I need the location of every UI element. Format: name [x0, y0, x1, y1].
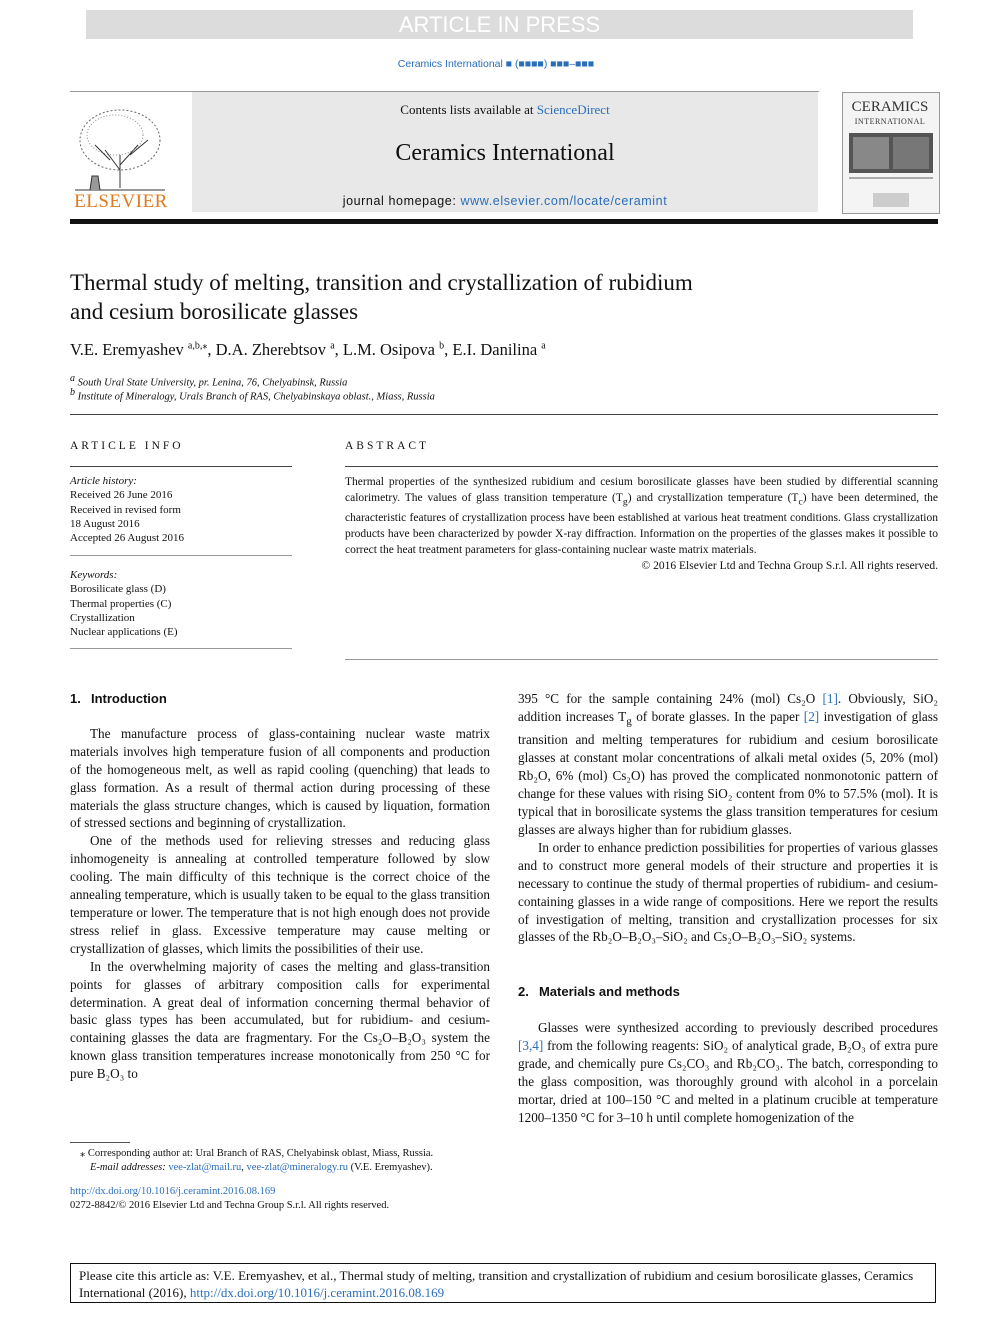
section-heading-introduction: 1. Introduction: [70, 691, 167, 706]
author-list: V.E. Eremyashev $^{a,b,⁎}$, D.A. Zherebtsov $^a$, L.M. Osipova $^b$, E.I. Danilina $^a$: [70, 340, 546, 359]
history-item: Accepted 26 August 2016: [70, 532, 184, 545]
text: of borate glasses. In the paper: [631, 708, 804, 724]
keyword-item: Borosilicate glass (D): [70, 583, 166, 596]
reference-link[interactable]: [2]: [803, 708, 820, 724]
article-history: [70, 474, 292, 545]
elsevier-wordmark: ELSEVIER: [74, 191, 168, 212]
author-name[interactable]: L.M. Osipova: [342, 340, 436, 359]
corresponding-author-note: ⁎ Corresponding author at: Ural Branch of RAS, Chelyabinsk oblast, Miass, Russia.: [80, 1148, 434, 1159]
affiliation-b: [70, 387, 435, 403]
author-name[interactable]: D.A. Zherebtsov: [215, 340, 327, 359]
history-item: Received in revised form: [70, 503, 181, 516]
article-info-heading: ARTICLE INFO: [70, 440, 184, 452]
author-name[interactable]: V.E. Eremyashev: [70, 340, 184, 359]
homepage-link[interactable]: www.elsevier.com/locate/ceramint: [460, 194, 668, 208]
abstract-rule: [345, 466, 938, 467]
cover-title: CERAMICS: [851, 99, 929, 115]
text: investigation of glass transition and melting temperatures for rubidium and cesium borosilicate glasses at constant molar concentrations of alkali metal oxides (5, 20% (mol) Rb₂O, 6% (mol) Cs₂O) has proved the complicated nonmonotonic pattern of change for these values with rising SiO₂ content from 0% to 57.5% (mol). It is typical that in borosilicate systems the glass transition temperatures for cesium glasses are always higher than for rubidium glasses.: [518, 708, 938, 837]
journal-name: Ceramics International: [395, 140, 615, 166]
email-note: E-mail addresses: vee-zlat@mail.ru, vee-zlat@mineralogy.ru (V.E. Eremyashev).: [90, 1162, 433, 1173]
citation-text: Please cite this article as: V.E. Eremyashev, et al., Thermal study of melting, transition and crystallization of rubidium and cesium borosilicate glasses, Ceramics International (2016),: [79, 1268, 914, 1300]
abstract-text: ) and crystallization temperature (T: [627, 492, 799, 504]
keyword-item: Nuclear applications (E): [70, 626, 178, 639]
abstract-body: [345, 474, 938, 574]
subscript: g: [622, 496, 628, 508]
author-name[interactable]: E.I. Danilina: [452, 340, 538, 359]
article-title: [70, 268, 890, 326]
reference-link[interactable]: [1]: [822, 691, 838, 706]
text: . Obviously, SiO₂ addition increases T: [518, 691, 938, 724]
keywords-label: Keywords:: [70, 569, 118, 581]
affiliation-text: South Ural State University, pr. Lenina, 76, Chelyabinsk, Russia: [77, 377, 348, 389]
author-affiliation-mark: b: [439, 340, 445, 352]
right-column: [518, 690, 938, 1127]
info-bottom-rule: [70, 648, 292, 649]
abstract-bottom-rule: [345, 659, 938, 660]
contents-available: [192, 102, 818, 118]
text: 395 °C for the sample containing 24% (mol) Cs₂O: [518, 691, 823, 706]
email-label: E-mail addresses:: [90, 1162, 169, 1173]
contents-prefix: Contents lists available at: [400, 102, 537, 117]
affiliation-divider: [70, 414, 938, 415]
doi-link[interactable]: http://dx.doi.org/10.1016/j.ceramint.2016.08.169: [70, 1186, 276, 1197]
keyword-item: Thermal properties (C): [70, 597, 172, 610]
citation-box: [70, 1263, 936, 1303]
email-suffix: (V.E. Eremyashev).: [347, 1162, 433, 1173]
issn-line: 0272-8842/© 2016 Elsevier Ltd and Techna Group S.r.l. All rights reserved.: [70, 1200, 390, 1211]
doi-footnote: [70, 1185, 490, 1199]
paragraph: [518, 1019, 938, 1126]
text: from the following reagents: SiO₂ of analytical grade, B₂O₃ of extra pure grade, and chemically pure Cs₂CO₃ and Rb₂CO₃. The batch, corresponding to the glass composition, was thoroughly ground with alcohol in a porcelain mortar, dried at 100–150 °C and melted in a platinum crucible at temperature 1200–1350 °C for 3–10 h until complete homogenization of the: [518, 1038, 938, 1125]
article-in-press-banner: ARTICLE IN PRESS: [86, 10, 913, 39]
affiliation-mark: a: [70, 373, 75, 384]
history-item: 18 August 2016: [70, 517, 140, 530]
abstract-copyright: © 2016 Elsevier Ltd and Techna Group S.r.l. All rights reserved.: [641, 560, 938, 573]
abstract-heading: ABSTRACT: [345, 440, 430, 452]
reference-link[interactable]: [3,4]: [518, 1038, 544, 1054]
affiliation-mark: b: [70, 387, 75, 398]
author-affiliation-mark: a: [330, 340, 335, 352]
paragraph: In the overwhelming majority of cases the melting and glass-transition points for glasses of arbitrary composition calls for experimental determination. A great deal of information concerning thermal behavior of basic glass types has been accumulated, but for rubidium- and cesium-containing glasses the data are fragmentary. For the Cs₂O–B₂O₃ system the known glass transition temperatures increase monotonically from 250 °C for pure B₂O₃ to: [70, 958, 490, 1082]
homepage-label: journal homepage:: [342, 194, 461, 208]
email-link[interactable]: vee-zlat@mail.ru: [168, 1162, 242, 1173]
citation-doi-link[interactable]: http://dx.doi.org/10.1016/j.ceramint.2016.08.169: [189, 1285, 445, 1300]
article-info-rule: [70, 466, 292, 467]
journal-citation-line: Ceramics International ■ (■■■■) ■■■–■■■: [397, 58, 595, 70]
paragraph: In order to enhance prediction possibilities for properties of various glasses and to construct more general models of their structure and properties it is necessary to continue the study of thermal properties of rubidium- and cesium-containing glasses in a wide range of compositions. Here we report the results of investigation of melting, transition and crystallization processes for six glasses of the Rb₂O–B₂O₃–SiO₂ and Cs₂O–B₂O₃–SiO₂ systems.: [518, 839, 938, 945]
keywords: [70, 568, 292, 639]
abstract-text: ) have been determined, the characteristic features of crystallization process have been established at various heat treatment conditions. Glass crystallization products have been characterized by powder X-ray diffraction. Information on the properties of the glasses makes it possible to correct the heat treatment parameters for glass-containing nuclear waste matrix materials.: [345, 492, 938, 557]
left-column: [70, 690, 490, 1083]
section-heading-methods: 2. Materials and methods: [518, 984, 680, 1000]
abstract-text: Thermal properties of the synthesized rubidium and cesium borosilicate glasses have been studied by differential scanning calorimetry. The values of glass transition temperature (T: [345, 476, 938, 504]
header-thick-rule: [70, 219, 938, 224]
keywords-rule: [70, 555, 292, 556]
subscript: c: [798, 496, 803, 508]
text: Glasses were synthesized according to previously described procedures: [538, 1020, 938, 1036]
footnote-rule: [70, 1142, 130, 1143]
email-link[interactable]: vee-zlat@mineralogy.ru: [246, 1162, 348, 1173]
history-item: Received 26 June 2016: [70, 489, 173, 502]
footnotes: [70, 1147, 490, 1213]
subscript: g: [626, 715, 632, 728]
paragraph: The manufacture process of glass-containing nuclear waste matrix materials involves high temperature fusion of all components and production of the homogeneous melt, as well as rapid cooling (quenching) that leads to glass formation. As a result of thermal action during processing of these materials the glass structure changes, which is caused by liquation, formation of stressed sections and beginning of crystallization.: [70, 725, 490, 831]
sciencedirect-link[interactable]: ScienceDirect: [536, 102, 610, 117]
paragraph: One of the methods used for relieving stresses and reducing glass inhomogeneity is annealing at controlled temperature followed by slow cooling. The main difficulty of this technique is the correct choice of the annealing temperature, which is usually taken to be equal to the glass transition temperature or lower. The temperature that is not high enough does not provide stress relief in glass. Excessive temperature may cause melting or crystallization of glasses, which limits the possibilities of their use.: [70, 833, 490, 956]
author-affiliation-mark: a: [541, 340, 546, 352]
paragraph: [518, 690, 938, 839]
history-label: Article history:: [70, 475, 137, 487]
cover-subtitle: INTERNATIONAL: [854, 117, 926, 126]
title-line-1: Thermal study of melting, transition and crystallization of rubidium: [70, 270, 693, 295]
title-line-2: and cesium borosilicate glasses: [70, 299, 359, 324]
author-affiliation-mark: a,b,⁎: [187, 340, 208, 352]
affiliation-text: Institute of Mineralogy, Urals Branch of RAS, Chelyabinskaya oblast., Miass, Russia: [77, 391, 435, 403]
journal-homepage: [192, 194, 818, 208]
keyword-item: Crystallization: [70, 611, 135, 624]
